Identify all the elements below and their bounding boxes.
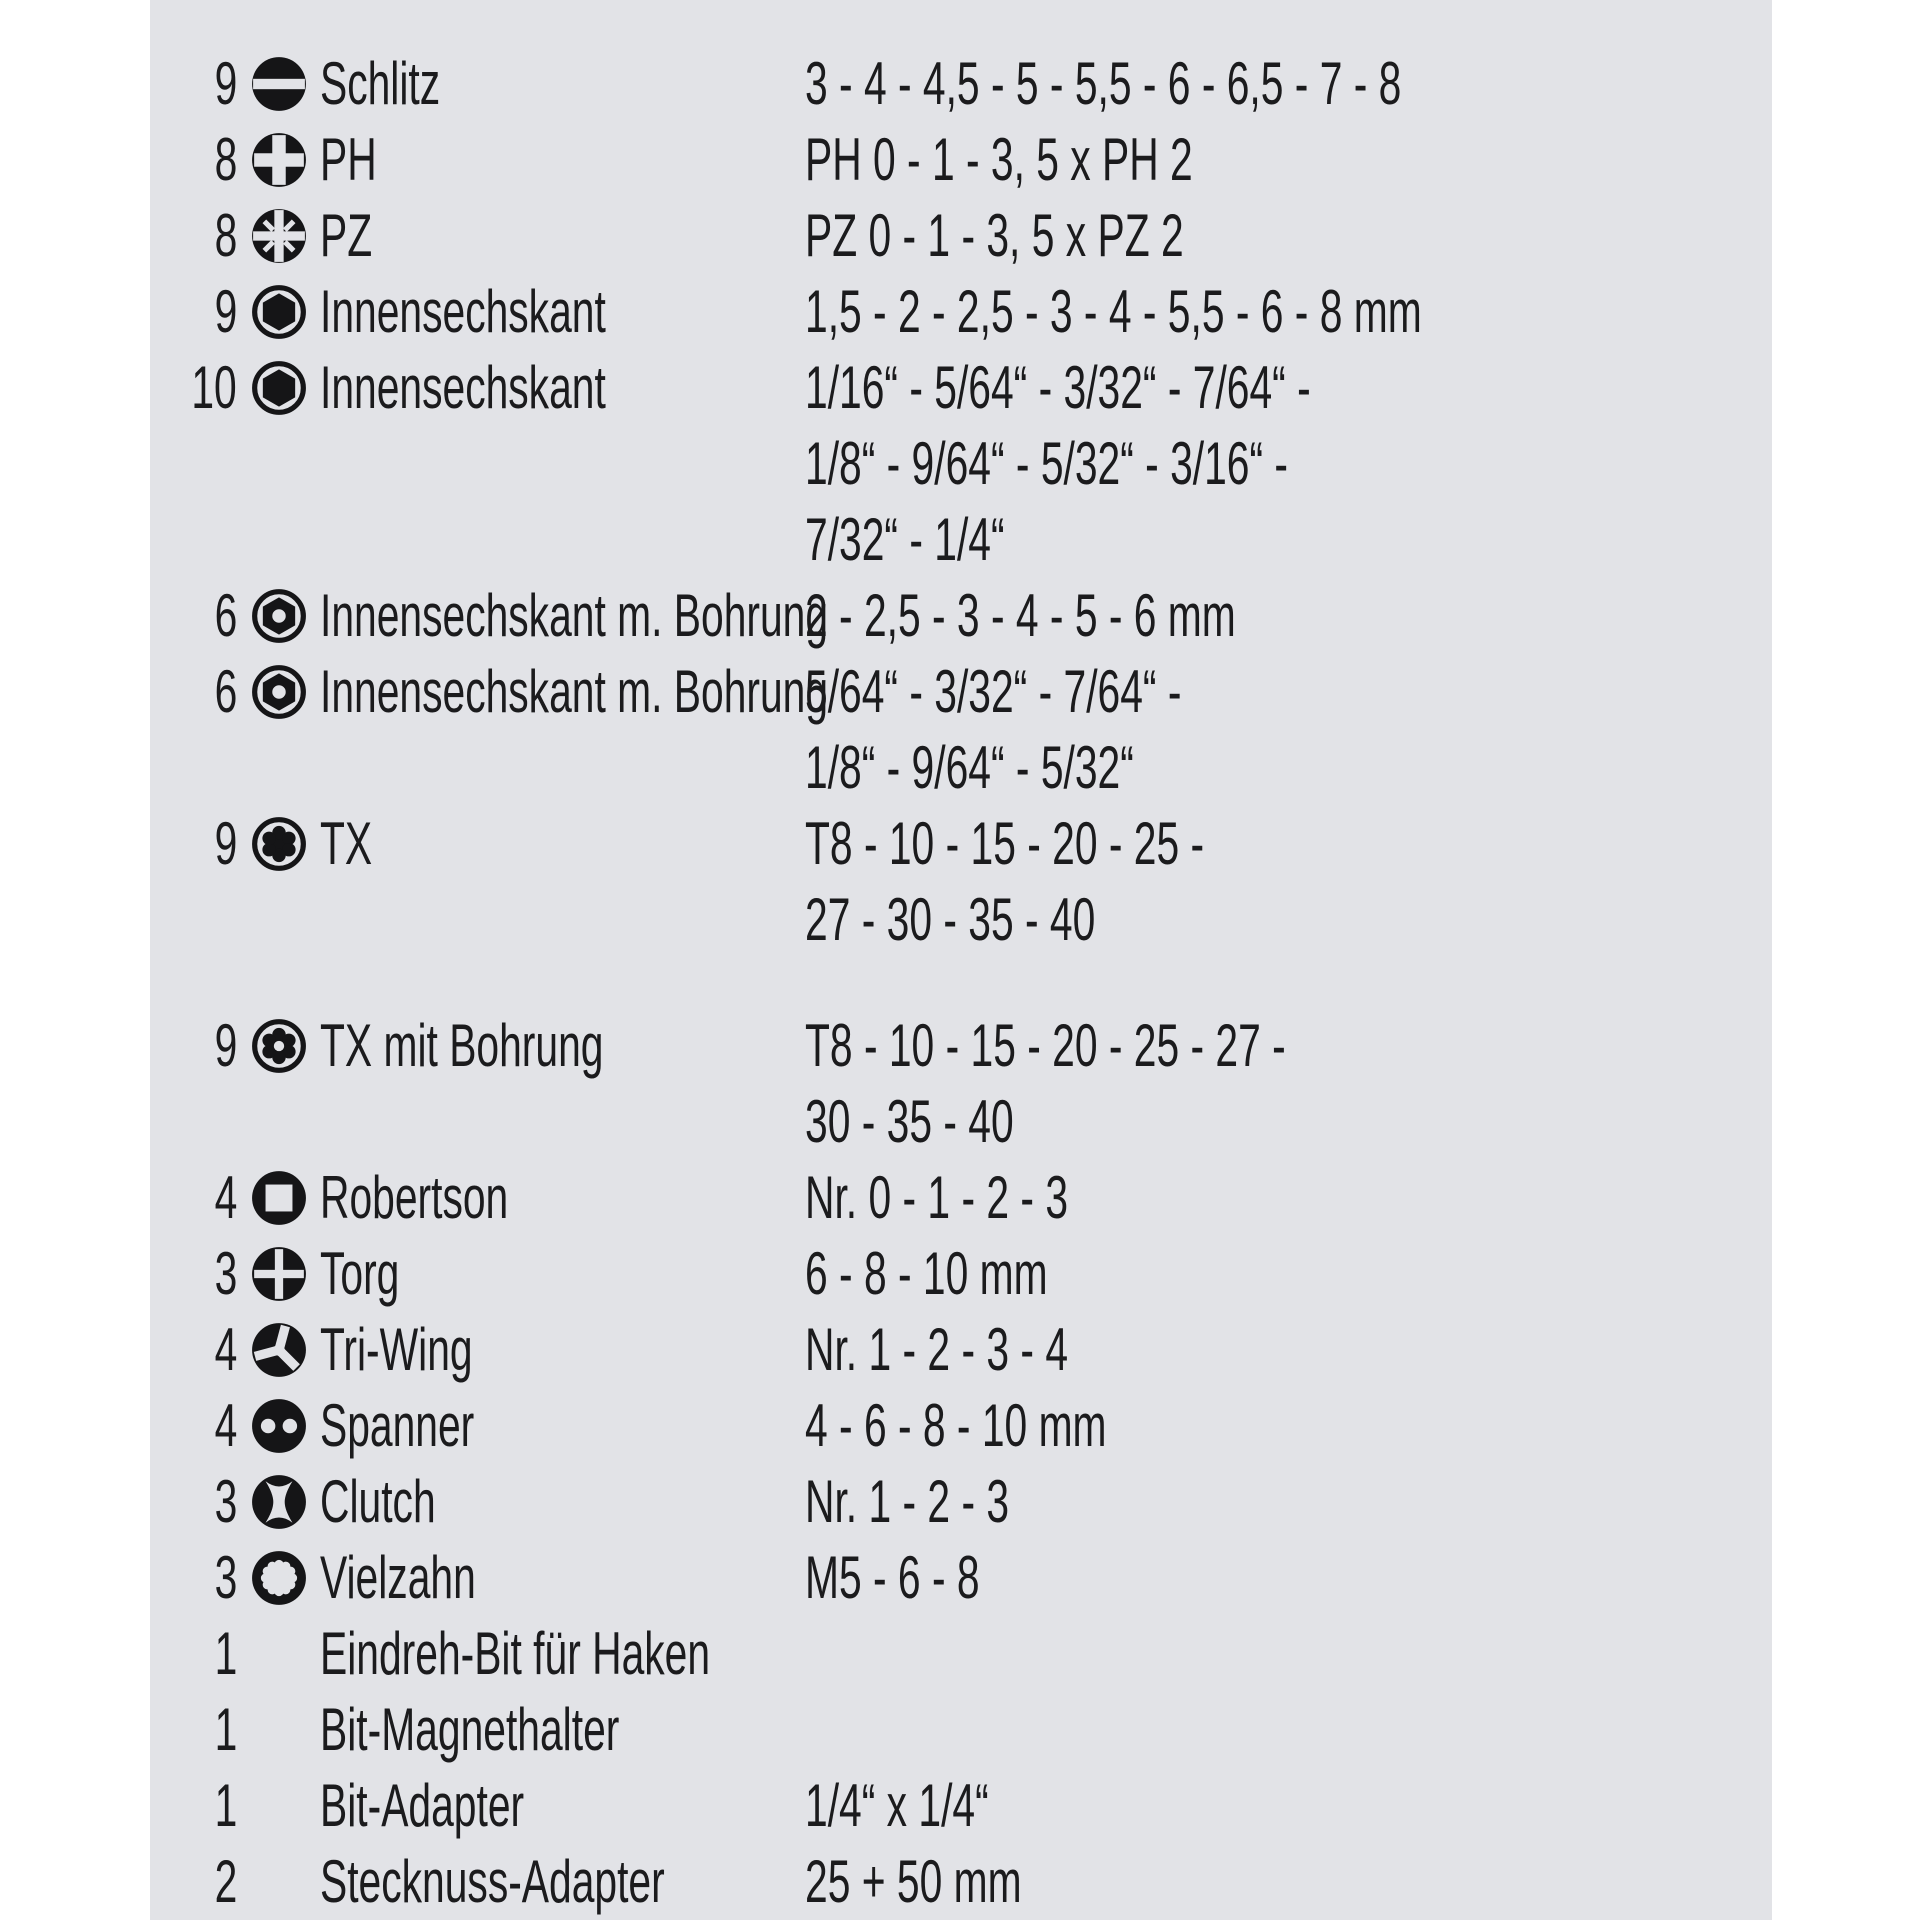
bit-icon-cell bbox=[237, 654, 320, 730]
bit-icon-cell bbox=[237, 1236, 320, 1312]
bit-sizes-line bbox=[805, 1540, 1772, 1616]
spec-row bbox=[150, 198, 1772, 274]
bit-sizes-text: 1/4“ x 1/4“ bbox=[805, 1772, 989, 1839]
bit-icon-cell bbox=[237, 1692, 320, 1768]
bit-quantity: 6 bbox=[214, 658, 237, 725]
spec-row bbox=[150, 1768, 1772, 1844]
bit-type-name-cell bbox=[320, 1768, 805, 1844]
bit-type-name: TX bbox=[320, 810, 373, 877]
bit-type-name: Robertson bbox=[320, 1164, 509, 1231]
bit-sizes-cell bbox=[805, 350, 1772, 578]
clutch-icon bbox=[250, 1473, 308, 1531]
bit-sizes-text: 3 - 4 - 4,5 - 5 - 5,5 - 6 - 6,5 - 7 - 8 bbox=[805, 50, 1402, 117]
spline-icon bbox=[250, 1549, 308, 1607]
bit-sizes-cell bbox=[805, 1768, 1772, 1844]
bit-quantity-cell bbox=[150, 350, 237, 426]
bit-quantity: 3 bbox=[214, 1544, 237, 1611]
bit-sizes-cell bbox=[805, 122, 1772, 198]
bit-type-name-cell bbox=[320, 350, 805, 426]
robertson-icon bbox=[250, 1169, 308, 1227]
bit-quantity-cell bbox=[150, 198, 237, 274]
bit-sizes-cell bbox=[805, 46, 1772, 122]
bit-quantity: 9 bbox=[214, 278, 237, 345]
hex-bore-icon bbox=[250, 663, 308, 721]
bit-type-name-cell bbox=[320, 806, 805, 882]
bit-quantity: 4 bbox=[214, 1392, 237, 1459]
bit-sizes-text: 4 - 6 - 8 - 10 mm bbox=[805, 1392, 1107, 1459]
spec-row bbox=[150, 274, 1772, 350]
bit-sizes-line bbox=[805, 1768, 1772, 1844]
bit-sizes-text: 27 - 30 - 35 - 40 bbox=[805, 886, 1096, 953]
bit-quantity: 1 bbox=[214, 1696, 237, 1763]
bit-icon-cell bbox=[237, 1160, 320, 1236]
bit-icon-cell bbox=[237, 1388, 320, 1464]
bit-type-name: Schlitz bbox=[320, 50, 441, 117]
bit-type-name-cell bbox=[320, 1844, 805, 1920]
bit-sizes-line bbox=[805, 882, 1772, 958]
torq-icon bbox=[250, 1245, 308, 1303]
bit-icon-cell bbox=[237, 806, 320, 882]
bit-sizes-text: 6 - 8 - 10 mm bbox=[805, 1240, 1048, 1307]
bit-quantity-cell bbox=[150, 654, 237, 730]
hex-bore-icon bbox=[250, 587, 308, 645]
bit-type-name: Innensechskant m. Bohrung bbox=[320, 658, 829, 725]
bit-sizes-cell bbox=[805, 1464, 1772, 1540]
spec-row bbox=[150, 1160, 1772, 1236]
spec-row bbox=[150, 1844, 1772, 1920]
bit-sizes-cell bbox=[805, 1540, 1772, 1616]
bit-type-name: Torg bbox=[320, 1240, 400, 1307]
hex-icon bbox=[250, 359, 308, 417]
bit-quantity: 8 bbox=[214, 126, 237, 193]
bit-quantity-cell bbox=[150, 1160, 237, 1236]
bit-icon-cell bbox=[237, 1312, 320, 1388]
bit-sizes-text: 1/8“ - 9/64“ - 5/32“ bbox=[805, 734, 1134, 801]
spec-row bbox=[150, 1388, 1772, 1464]
bit-type-name-cell bbox=[320, 198, 805, 274]
bit-sizes-line bbox=[805, 502, 1772, 578]
bit-sizes-text: 2 - 2,5 - 3 - 4 - 5 - 6 mm bbox=[805, 582, 1236, 649]
phillips-icon bbox=[250, 131, 308, 189]
bit-type-name-cell bbox=[320, 1008, 805, 1084]
bit-icon-cell bbox=[237, 198, 320, 274]
bit-type-name-cell bbox=[320, 654, 829, 730]
bit-quantity: 2 bbox=[214, 1848, 237, 1915]
bit-type-name: PH bbox=[320, 126, 377, 193]
bit-sizes-line bbox=[805, 1084, 1772, 1160]
bit-sizes-cell bbox=[805, 806, 1772, 958]
bit-quantity: 1 bbox=[214, 1620, 237, 1687]
bit-sizes-cell bbox=[805, 1312, 1772, 1388]
bit-sizes-text: 1/16“ - 5/64“ - 3/32“ - 7/64“ - bbox=[805, 354, 1311, 421]
spec-row bbox=[150, 46, 1772, 122]
bit-quantity-cell bbox=[150, 46, 237, 122]
bit-type-name: Bit-Adapter bbox=[320, 1772, 525, 1839]
bit-sizes-line bbox=[805, 1160, 1772, 1236]
bit-icon-cell bbox=[237, 122, 320, 198]
bit-type-name: Innensechskant m. Bohrung bbox=[320, 582, 829, 649]
spec-row bbox=[150, 578, 1772, 654]
bit-sizes-cell bbox=[805, 1008, 1772, 1160]
bit-sizes-line bbox=[805, 730, 1772, 806]
spec-row bbox=[150, 1008, 1772, 1160]
bit-type-name-cell bbox=[320, 1692, 805, 1768]
bit-sizes-text: 1,5 - 2 - 2,5 - 3 - 4 - 5,5 - 6 - 8 mm bbox=[805, 278, 1422, 345]
bit-sizes-line bbox=[805, 122, 1772, 198]
bit-type-name-cell bbox=[320, 1540, 805, 1616]
bit-quantity-cell bbox=[150, 1312, 237, 1388]
bit-icon-cell bbox=[237, 1464, 320, 1540]
bit-sizes-line bbox=[805, 1312, 1772, 1388]
bit-type-name-cell bbox=[320, 578, 829, 654]
spec-row bbox=[150, 1616, 1772, 1692]
spec-row bbox=[150, 654, 1772, 806]
spec-row bbox=[150, 350, 1772, 578]
bit-sizes-text: Nr. 1 - 2 - 3 bbox=[805, 1468, 1010, 1535]
tri-wing-icon bbox=[250, 1321, 308, 1379]
bit-quantity: 9 bbox=[214, 810, 237, 877]
bit-quantity-cell bbox=[150, 1388, 237, 1464]
bit-quantity: 8 bbox=[214, 202, 237, 269]
bit-quantity-cell bbox=[150, 1008, 237, 1084]
spanner-icon bbox=[250, 1397, 308, 1455]
bit-quantity-cell bbox=[150, 1616, 237, 1692]
bit-sizes-line bbox=[805, 578, 1772, 654]
bit-quantity-cell bbox=[150, 1540, 237, 1616]
bit-type-name: PZ bbox=[320, 202, 373, 269]
bit-sizes-text: PH 0 - 1 - 3, 5 x PH 2 bbox=[805, 126, 1193, 193]
bit-quantity: 9 bbox=[214, 50, 237, 117]
bit-sizes-text: T8 - 10 - 15 - 20 - 25 - 27 - bbox=[805, 1012, 1286, 1079]
bit-type-name-cell bbox=[320, 1236, 805, 1312]
bit-type-name-cell bbox=[320, 1312, 805, 1388]
bit-sizes-cell bbox=[805, 198, 1772, 274]
bit-type-name: Clutch bbox=[320, 1468, 436, 1535]
bit-quantity: 3 bbox=[214, 1468, 237, 1535]
bit-sizes-line bbox=[805, 1008, 1772, 1084]
bit-type-name: TX mit Bohrung bbox=[320, 1012, 604, 1079]
bit-quantity: 4 bbox=[214, 1316, 237, 1383]
bit-sizes-text: 1/8“ - 9/64“ - 5/32“ - 3/16“ - bbox=[805, 430, 1288, 497]
bit-quantity-cell bbox=[150, 1768, 237, 1844]
bit-icon-cell bbox=[237, 1008, 320, 1084]
hex-icon bbox=[250, 283, 308, 341]
bit-type-name-cell bbox=[320, 46, 805, 122]
bit-type-name: Innensechskant bbox=[320, 278, 606, 345]
bit-assortment-spec-panel bbox=[150, 0, 1772, 1920]
bit-type-name: Stecknuss-Adapter bbox=[320, 1848, 665, 1915]
bit-sizes-cell bbox=[805, 1160, 1772, 1236]
bit-sizes-cell bbox=[805, 274, 1772, 350]
bit-type-name: Eindreh-Bit für Haken bbox=[320, 1620, 711, 1687]
bit-quantity: 9 bbox=[214, 1012, 237, 1079]
bit-sizes-line bbox=[805, 274, 1772, 350]
bit-sizes-text: PZ 0 - 1 - 3, 5 x PZ 2 bbox=[805, 202, 1184, 269]
bit-sizes-text: M5 - 6 - 8 bbox=[805, 1544, 980, 1611]
bit-quantity: 10 bbox=[191, 354, 237, 421]
spec-row bbox=[150, 1464, 1772, 1540]
bit-type-name: Innensechskant bbox=[320, 354, 606, 421]
bit-type-name: Vielzahn bbox=[320, 1544, 476, 1611]
bit-sizes-cell bbox=[805, 654, 1772, 806]
bit-sizes-line bbox=[805, 1388, 1772, 1464]
bit-quantity: 1 bbox=[214, 1772, 237, 1839]
bit-icon-cell bbox=[237, 350, 320, 426]
spec-row bbox=[150, 806, 1772, 958]
bit-quantity-cell bbox=[150, 1464, 237, 1540]
bit-sizes-text: 25 + 50 mm bbox=[805, 1848, 1022, 1915]
bit-quantity-cell bbox=[150, 1844, 237, 1920]
bit-icon-cell bbox=[237, 1844, 320, 1920]
bit-sizes-line bbox=[805, 198, 1772, 274]
bit-icon-cell bbox=[237, 274, 320, 350]
bit-quantity-cell bbox=[150, 122, 237, 198]
bit-type-name-cell bbox=[320, 274, 805, 350]
bit-quantity: 4 bbox=[214, 1164, 237, 1231]
bit-sizes-cell bbox=[805, 1388, 1772, 1464]
bit-sizes-line bbox=[805, 1464, 1772, 1540]
bit-quantity-cell bbox=[150, 1692, 237, 1768]
torx-icon bbox=[250, 815, 308, 873]
spec-row bbox=[150, 1692, 1772, 1768]
spec-row bbox=[150, 122, 1772, 198]
bit-type-name-cell bbox=[320, 1160, 805, 1236]
spec-row bbox=[150, 1540, 1772, 1616]
bit-sizes-line bbox=[805, 350, 1772, 426]
bit-sizes-text: 5/64“ - 3/32“ - 7/64“ - bbox=[805, 658, 1182, 725]
bit-sizes-text: 30 - 35 - 40 bbox=[805, 1088, 1014, 1155]
bit-quantity-cell bbox=[150, 806, 237, 882]
bit-quantity-cell bbox=[150, 1236, 237, 1312]
bit-type-name-cell bbox=[320, 122, 805, 198]
bit-sizes-line bbox=[805, 46, 1772, 122]
torx-bore-icon bbox=[250, 1017, 308, 1075]
bit-sizes-cell bbox=[805, 578, 1772, 654]
bit-sizes-line bbox=[805, 806, 1772, 882]
bit-sizes-line bbox=[805, 1844, 1772, 1920]
pozidriv-icon bbox=[250, 207, 308, 265]
bit-icon-cell bbox=[237, 578, 320, 654]
bit-sizes-line bbox=[805, 654, 1772, 730]
bit-icon-cell bbox=[237, 1768, 320, 1844]
bit-sizes-cell bbox=[805, 1236, 1772, 1312]
bit-sizes-text: 7/32“ - 1/4“ bbox=[805, 506, 1005, 573]
spec-row bbox=[150, 1312, 1772, 1388]
bit-sizes-cell bbox=[805, 1844, 1772, 1920]
bit-type-name: Bit-Magnethalter bbox=[320, 1696, 620, 1763]
bit-icon-cell bbox=[237, 46, 320, 122]
bit-type-name: Tri-Wing bbox=[320, 1316, 473, 1383]
bit-quantity: 3 bbox=[214, 1240, 237, 1307]
bit-type-name-cell bbox=[320, 1464, 805, 1540]
slot-icon bbox=[250, 55, 308, 113]
bit-type-name-cell bbox=[320, 1388, 805, 1464]
bit-sizes-text: T8 - 10 - 15 - 20 - 25 - bbox=[805, 810, 1205, 877]
bit-quantity-cell bbox=[150, 578, 237, 654]
bit-quantity-cell bbox=[150, 274, 237, 350]
spec-row bbox=[150, 1236, 1772, 1312]
bit-icon-cell bbox=[237, 1616, 320, 1692]
bit-quantity: 6 bbox=[214, 582, 237, 649]
bit-sizes-text: Nr. 1 - 2 - 3 - 4 bbox=[805, 1316, 1069, 1383]
bit-sizes-line bbox=[805, 1236, 1772, 1312]
bit-sizes-text: Nr. 0 - 1 - 2 - 3 bbox=[805, 1164, 1069, 1231]
bit-type-name-cell bbox=[320, 1616, 805, 1692]
bit-icon-cell bbox=[237, 1540, 320, 1616]
bit-type-name: Spanner bbox=[320, 1392, 475, 1459]
bit-sizes-line bbox=[805, 426, 1772, 502]
